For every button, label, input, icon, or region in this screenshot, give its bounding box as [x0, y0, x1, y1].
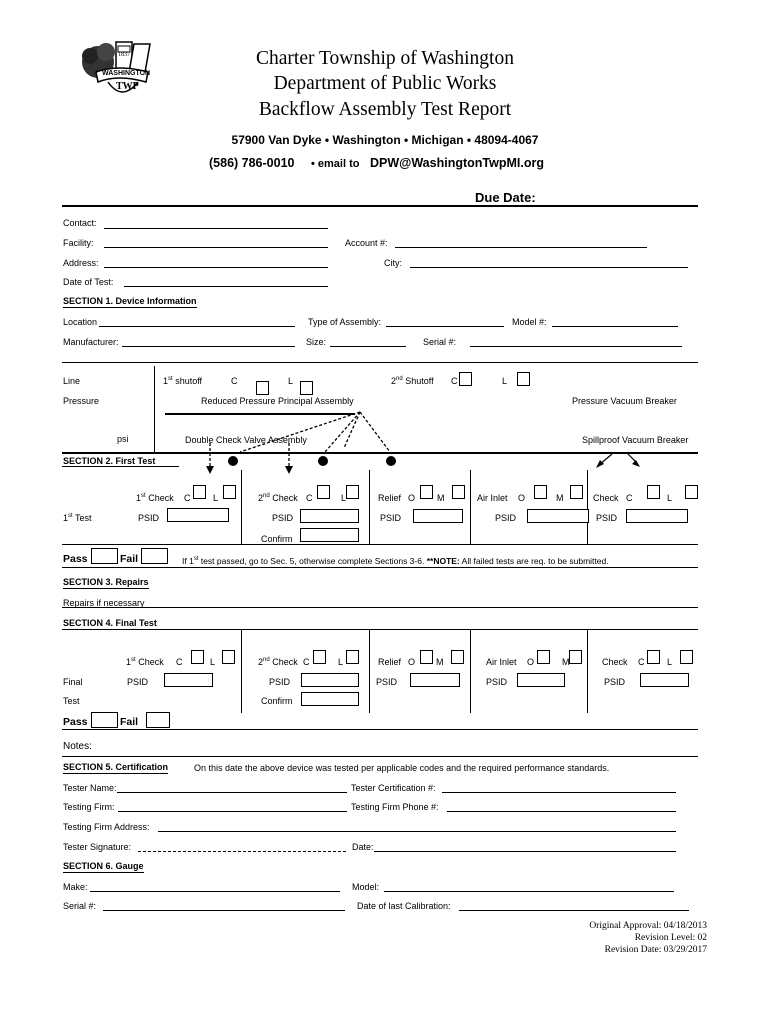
s4-air-inlet-label: Air Inlet: [486, 657, 517, 667]
s4-check2-c: C: [303, 657, 310, 667]
s4-bottom-rule: [62, 729, 698, 730]
s2-confirm-field[interactable]: [300, 528, 359, 542]
s2-check2-label: 2nd Check: [258, 493, 298, 503]
account-label: Account #:: [345, 238, 388, 248]
s4-air-inlet-m: M: [562, 657, 570, 667]
s2-air-inlet-o: O: [518, 493, 526, 503]
s4-confirm-label: Confirm: [261, 696, 293, 706]
s4-pass-label: Pass: [63, 716, 88, 728]
city-label: City:: [384, 258, 402, 268]
s2-check-l-checkbox[interactable]: [685, 485, 698, 499]
s4-relief-m-checkbox[interactable]: [451, 650, 464, 664]
date-of-test-label: Date of Test:: [63, 277, 114, 287]
s4-air-inlet-psid-field[interactable]: [517, 673, 565, 687]
s4-check2-l-checkbox[interactable]: [346, 650, 359, 664]
s2-first-test-label: 1st Test: [63, 513, 92, 523]
s2-check2-psid-label: PSID: [272, 513, 294, 523]
office-address: 57900 Van Dyke • Washington • Michigan • 48094-4067: [231, 133, 539, 147]
second-shutoff-label: 2nd Shutoff: [391, 376, 434, 386]
tester-name-field[interactable]: [117, 792, 347, 793]
logo-name: WASHINGTON: [102, 70, 151, 77]
testing-firm-field[interactable]: [118, 811, 347, 812]
gauge-model-label: Model:: [352, 882, 380, 892]
shutoff1-c-label: C: [231, 376, 238, 386]
check2-valve-dot: [318, 456, 328, 466]
s4-divider-1: [241, 629, 242, 713]
s4-pass-checkbox[interactable]: [91, 712, 118, 728]
cert-date-field[interactable]: [374, 851, 676, 852]
s4-check-psid-label: PSID: [604, 677, 626, 687]
s4-check1-label: 1st Check: [126, 657, 164, 667]
s4-check1-c-checkbox[interactable]: [191, 650, 204, 664]
s2-confirm-label: Confirm: [261, 534, 293, 544]
s4-check2-psid-field[interactable]: [301, 673, 359, 687]
s2-relief-m-checkbox[interactable]: [452, 485, 465, 499]
s4-check-label: Check: [602, 657, 628, 667]
s2-air-inlet-psid-field[interactable]: [527, 509, 589, 523]
section6-title: SECTION 6. Gauge: [63, 861, 144, 871]
s4-final-label: Final: [63, 677, 83, 687]
s4-check-c: C: [638, 657, 645, 667]
section4-rule: [62, 629, 698, 630]
gauge-serial-label: Serial #:: [63, 901, 97, 911]
s2-check1-psid-label: PSID: [138, 513, 160, 523]
repairs-label: Repairs if necessary: [63, 598, 145, 608]
notes-label: Notes:: [63, 741, 92, 752]
s4-divider-2: [369, 629, 370, 713]
s2-relief-psid-field[interactable]: [413, 509, 463, 523]
s2-relief-o-checkbox[interactable]: [420, 485, 433, 499]
check1-valve-dot: [228, 456, 238, 466]
office-phone: (586) 786-0010: [209, 156, 295, 170]
assembly-pointer-arrows: [0, 0, 770, 480]
s2-relief-o: O: [408, 493, 416, 503]
size-label: Size:: [306, 337, 327, 347]
firm-address-label: Testing Firm Address:: [63, 822, 150, 832]
s2-air-inlet-m: M: [556, 493, 564, 503]
cert-date-label: Date:: [352, 842, 374, 852]
section4-title: SECTION 4. Final Test: [63, 618, 157, 628]
logo-abbr: TWP: [116, 81, 139, 92]
section2-top-rule: [62, 452, 698, 454]
s4-relief-psid-label: PSID: [376, 677, 398, 687]
certification-statement: On this date the above device was tested per applicable codes and the required performance standards.: [194, 763, 610, 773]
s2-check2-l-checkbox[interactable]: [346, 485, 359, 499]
s2-check1-l: L: [213, 493, 219, 503]
s4-check1-l-checkbox[interactable]: [222, 650, 235, 664]
s2-relief-label: Relief: [378, 493, 402, 503]
address-label: Address:: [63, 258, 99, 268]
facility-label: Facility:: [63, 238, 94, 248]
page-title-line3: Backflow Assembly Test Report: [258, 99, 512, 120]
s4-air-inlet-o-checkbox[interactable]: [537, 650, 550, 664]
serial-label: Serial #:: [423, 337, 457, 347]
s2-check1-label: 1st Check: [136, 493, 174, 503]
s2-bottom-rule: [62, 567, 698, 568]
s2-fail-label: Fail: [120, 553, 139, 565]
svb-label: Spillproof Vacuum Breaker: [582, 435, 689, 445]
section1-title: SECTION 1. Device Information: [63, 296, 197, 306]
shutoff2-l-label: L: [502, 376, 508, 386]
s4-relief-o-checkbox[interactable]: [420, 650, 433, 664]
tester-signature-field[interactable]: [138, 851, 346, 852]
s2-check2-c-checkbox[interactable]: [317, 485, 330, 499]
s4-test-label: Test: [63, 696, 80, 706]
calibration-date-label: Date of last Calibration:: [357, 901, 451, 911]
tester-signature-label: Tester Signature:: [63, 842, 132, 852]
s2-fail-checkbox[interactable]: [141, 548, 168, 564]
s4-check-l: L: [667, 657, 673, 667]
s2-check-label: Check: [593, 493, 619, 503]
section2-title: SECTION 2. First Test: [63, 456, 156, 466]
s4-relief-o: O: [408, 657, 416, 667]
rp-assembly-label: Reduced Pressure Principal Assembly: [201, 396, 354, 406]
logo-year: 1837: [118, 52, 130, 58]
tester-cert-field[interactable]: [442, 792, 676, 793]
s2-check-psid-label: PSID: [596, 513, 618, 523]
s2-divider-2: [369, 470, 370, 544]
model-label: Model #:: [512, 317, 547, 327]
s4-relief-psid-field[interactable]: [410, 673, 460, 687]
first-shutoff-label: 1st shutoff: [163, 376, 203, 386]
tester-cert-label: Tester Certification #:: [351, 783, 436, 793]
line-pressure-label-2: Pressure: [63, 396, 100, 406]
s2-check1-c: C: [184, 493, 191, 503]
shutoff2-c-label: C: [451, 376, 458, 386]
s2-air-inlet-m-checkbox[interactable]: [570, 485, 583, 499]
s4-confirm-field[interactable]: [301, 692, 359, 706]
s2-check2-l: L: [341, 493, 347, 503]
s2-pass-label: Pass: [63, 553, 88, 565]
s2-check1-psid-field[interactable]: [167, 508, 229, 522]
line-pressure-label-1: Line: [63, 376, 81, 386]
dc-assembly-label: Double Check Valve Assembly: [185, 435, 307, 445]
section2-title-underline: [62, 466, 179, 467]
s4-check-psid-field[interactable]: [640, 673, 689, 687]
office-email: DPW@WashingtonTwpMI.org: [370, 156, 544, 170]
gauge-make-label: Make:: [63, 882, 88, 892]
psi-label: psi: [117, 434, 129, 444]
calibration-date-field[interactable]: [459, 910, 689, 911]
manufacturer-label: Manufacturer:: [63, 337, 119, 347]
s4-check2-l: L: [338, 657, 344, 667]
s4-air-inlet-o: O: [527, 657, 535, 667]
s4-check1-c: C: [176, 657, 183, 667]
contact-label: Contact:: [63, 218, 97, 228]
section3-title: SECTION 3. Repairs: [63, 577, 149, 587]
gauge-make-field[interactable]: [90, 891, 340, 892]
notes-field[interactable]: [62, 756, 698, 757]
s2-check-c: C: [626, 493, 633, 503]
testing-firm-label: Testing Firm:: [63, 802, 115, 812]
s2-air-inlet-o-checkbox[interactable]: [534, 485, 547, 499]
revision-level: Revision Level: 02: [634, 933, 707, 943]
s2-check1-c-checkbox[interactable]: [193, 485, 206, 499]
s2-check-c-checkbox[interactable]: [647, 485, 660, 499]
page-title-line2: Department of Public Works: [273, 73, 497, 94]
s2-check2-psid-field[interactable]: [300, 509, 359, 523]
s4-check1-psid-field[interactable]: [164, 673, 213, 687]
s4-fail-checkbox[interactable]: [146, 712, 170, 728]
s4-divider-3: [470, 629, 471, 713]
original-approval: Original Approval: 04/18/2013: [589, 921, 707, 931]
relief-valve-dot: [386, 456, 396, 466]
repairs-field[interactable]: [62, 607, 698, 608]
firm-address-field[interactable]: [158, 831, 676, 832]
pvb-label: Pressure Vacuum Breaker: [572, 396, 677, 406]
s4-fail-label: Fail: [120, 716, 139, 728]
s2-air-inlet-label: Air Inlet: [477, 493, 508, 503]
s4-check1-l: L: [210, 657, 216, 667]
s2-mid-rule: [62, 544, 698, 545]
type-of-assembly-label: Type of Assembly:: [308, 317, 382, 327]
s2-divider-1: [241, 470, 242, 544]
firm-phone-field[interactable]: [447, 811, 676, 812]
s2-relief-m: M: [437, 493, 445, 503]
s2-divider-4: [587, 470, 588, 544]
s2-check1-l-checkbox[interactable]: [223, 485, 236, 499]
s2-note: If 1st test passed, go to Sec. 5, otherwise complete Sections 3-6. **NOTE: All failed tests are req. to be submitted.: [182, 556, 609, 566]
revision-date: Revision Date: 03/29/2017: [604, 945, 707, 955]
s4-check-c-checkbox[interactable]: [647, 650, 660, 664]
s2-check-l: L: [667, 493, 673, 503]
firm-phone-label: Testing Firm Phone #:: [351, 802, 439, 812]
s2-relief-psid-label: PSID: [380, 513, 402, 523]
s4-check2-label: 2nd Check: [258, 657, 298, 667]
s2-pass-checkbox[interactable]: [91, 548, 118, 564]
s4-air-inlet-psid-label: PSID: [486, 677, 508, 687]
page-title-line1: Charter Township of Washington: [256, 48, 514, 69]
s4-relief-label: Relief: [378, 657, 402, 667]
s4-relief-m: M: [436, 657, 444, 667]
email-prefix: • email to: [311, 158, 360, 170]
shutoff1-l-label: L: [288, 376, 294, 386]
s2-divider-3: [470, 470, 471, 544]
gauge-serial-field[interactable]: [103, 910, 345, 911]
s4-check2-psid-label: PSID: [269, 677, 291, 687]
s2-check-psid-field[interactable]: [626, 509, 688, 523]
s4-air-inlet-m-checkbox[interactable]: [569, 650, 582, 664]
due-date-label: Due Date:: [475, 190, 536, 205]
gauge-model-field[interactable]: [384, 891, 674, 892]
s2-check2-c: C: [306, 493, 313, 503]
section5-title: SECTION 5. Certification: [63, 762, 169, 772]
s4-check1-psid-label: PSID: [127, 677, 149, 687]
location-label: Location: [63, 317, 98, 327]
s2-air-inlet-psid-label: PSID: [495, 513, 517, 523]
tester-name-label: Tester Name:: [63, 783, 117, 793]
s4-divider-4: [587, 629, 588, 713]
s4-check2-c-checkbox[interactable]: [313, 650, 326, 664]
s4-check-l-checkbox[interactable]: [680, 650, 693, 664]
